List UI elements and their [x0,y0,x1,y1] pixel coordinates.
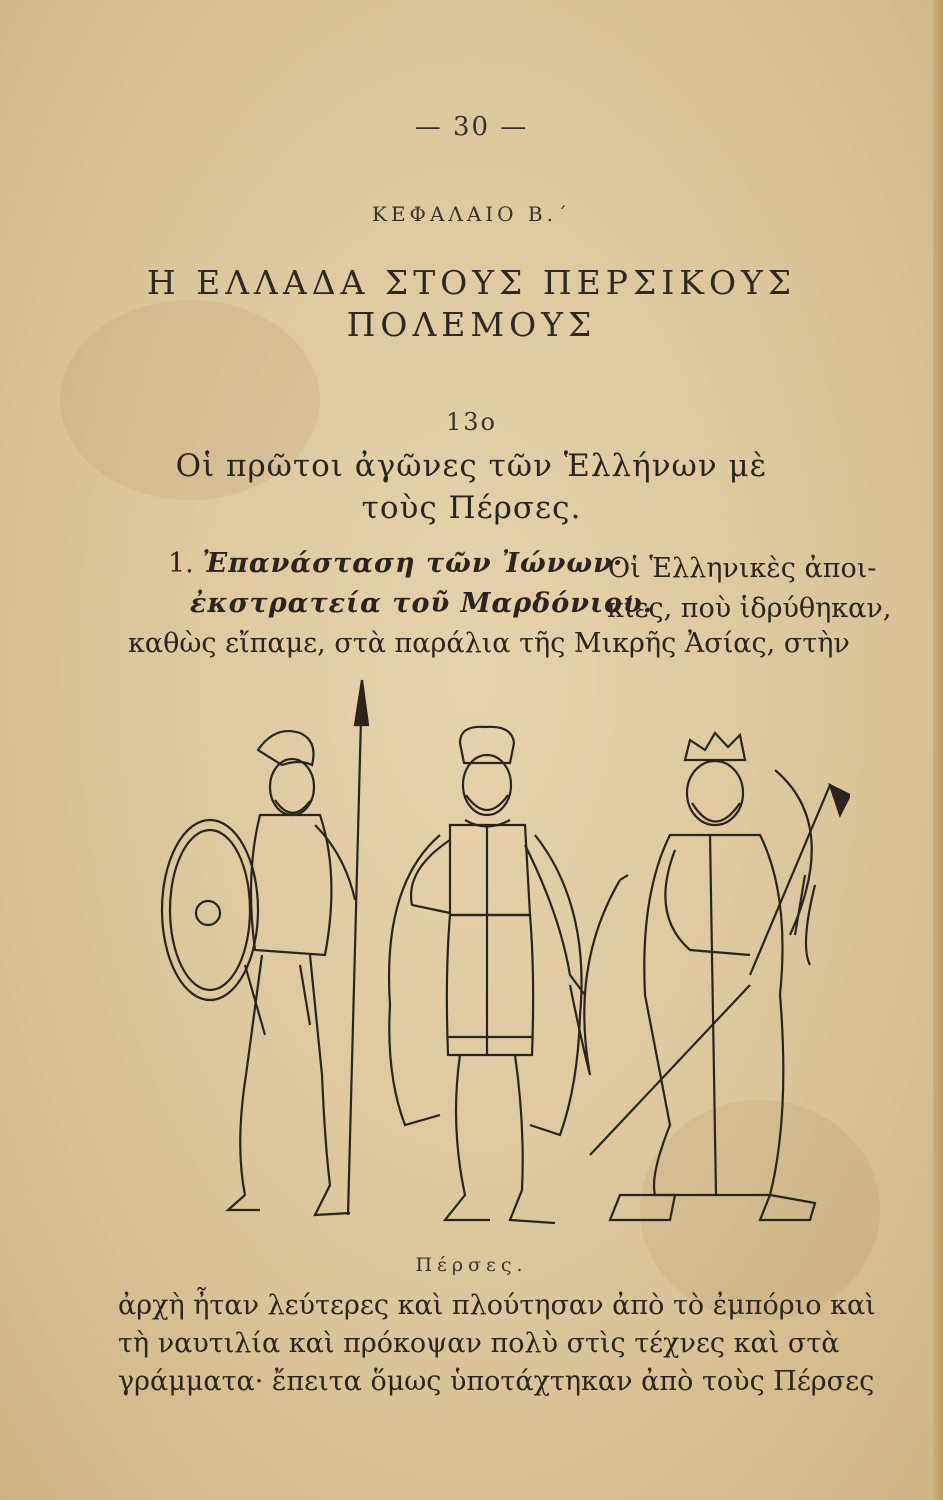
paragraph-number: 1. [168,548,194,579]
section-title-line-2: τοὺς Πέρσες. [361,490,582,526]
paragraph-1-line-1 [168,548,623,579]
figure-caption: Πέρσες. [415,1254,528,1276]
paragraph-heading-part-1: Ἐπανάσταση τῶν Ἰώνων· [202,548,624,579]
paragraph-2-line-2: τὴ ναυτιλία καὶ πρόκοψαν πολὺ στὶς τέχνες καὶ στὰ [118,1328,840,1359]
section-title-line-1: Οἱ πρῶτοι ἀγῶνες τῶν Ἑλλήνων μὲ [175,448,768,484]
chapter-title [0,262,943,346]
chapter-label: ΚΕΦΑΛΑΙΟ Β.΄ [372,202,571,226]
section-number: 13ο [446,408,497,436]
chapter-title-line-1: Η ΕΛΛΑΔΑ ΣΤΟΥΣ ΠΕΡΣΙΚΟΥΣ [146,263,797,302]
paragraph-1-text-2: κίες, ποὺ ἱδρύθηκαν, [607,593,892,624]
section-title [0,445,943,529]
warrior-with-shield [162,680,368,1215]
paragraph-2-line-1: ἀρχὴ ἦταν λεύτερες καὶ πλούτησαν ἀπὸ τὸ ἐμπόριο καὶ [118,1290,876,1321]
paragraph-1-text-1: Οἱ Ἑλληνικὲς ἀποι- [608,553,877,584]
paragraph-heading-part-2 [190,588,653,619]
page-number: — 30 — [414,112,529,142]
paragraph-heading-part-2-text: ἐκστρατεία τοῦ Μαρδόνιου. [190,588,654,619]
persian-archer-right [590,733,850,1220]
paragraph-2-line-3: γράμματα· ἔπειτα ὅμως ὑποτάχτηκαν ἀπὸ τοὺς Πέρσες [118,1366,875,1397]
paragraph-1-text-3: καθὼς εἴπαμε, στὰ παράλια τῆς Μικρῆς Ἀσίας, στὴν [128,628,850,659]
persian-noble-center [389,727,628,1223]
chapter-title-line-2: ΠΟΛΕΜΟΥΣ [346,305,597,344]
persians-illustration [150,675,850,1240]
